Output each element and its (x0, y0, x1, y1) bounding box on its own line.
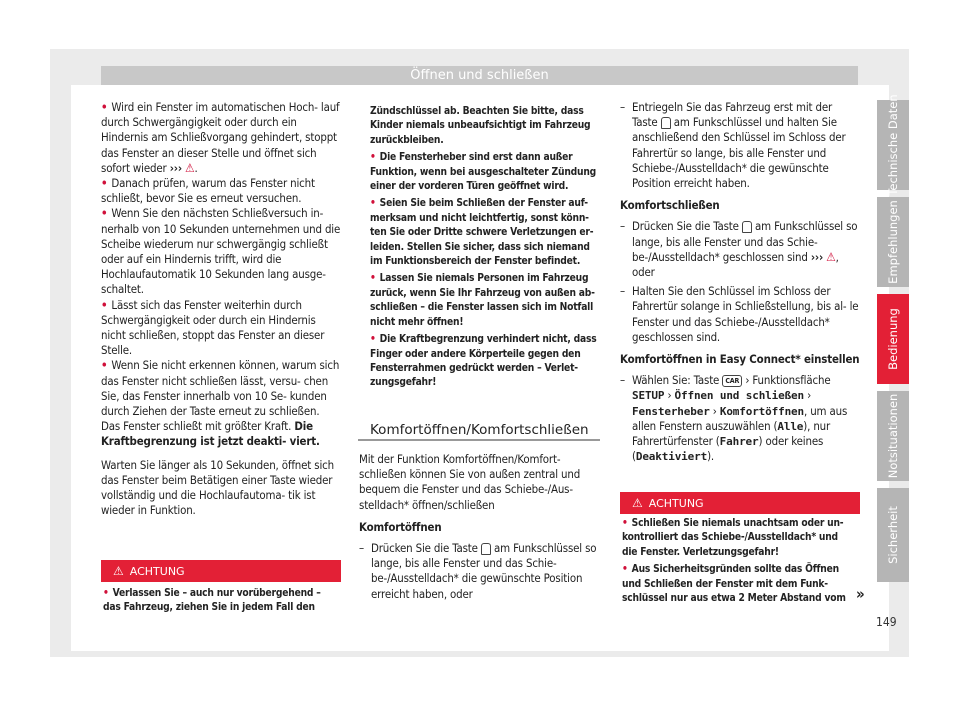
list-item: – Halten Sie den Schlüssel im Schloss der Fahrertür solange in Schließstellung, bis al- le Fenster und das Schiebe-/Ausstelldach* geschlossen sind. (620, 284, 859, 344)
unlock-key-icon (661, 117, 671, 129)
unlock-key-icon (481, 543, 491, 555)
list-item: • Wenn Sie nicht erkennen können, warum sich das Fenster nicht schließen lässt, versu- chen Sie, das Fenster innerhalb von 10 Se- kunden durch Ziehen der Taste erneut zu schließen. Das Fenster schließt mit größter Kraft. Die Kraftbegrenzung ist jetzt deakti- viert. (101, 358, 340, 449)
list-item: – Drücken Sie die Taste am Funkschlüssel so lange, bis alle Fenster und das Schie- be-/Ausstelldach* die gewünschte Position erreicht haben, oder (359, 541, 597, 601)
page-number: 149 (876, 615, 897, 629)
middle-column (359, 452, 604, 602)
warning-continued: Zündschlüssel ab. Beachten Sie bitte, dass Kinder niemals unbeaufsichtigt im Fahrzeug zurückbleiben. • Die Fensterheber sind erst dann außer Funktion, wenn bei ausgeschalteter Zündung einer der vorderen Türen geöffnet wird. • Seien Sie beim Schließen der Fenster auf- merksam und nicht leichtfertig, sonst könn- ten Sie oder Dritte schwere Verletzungen er- leiden. Stellen Sie sicher, dass sich niemand im Funktionsbereich der Fenster befindet. • Lassen Sie niemals Personen im Fahrzeug zurück, wenn Sie Ihr Fahrzeug von außen ab- schließen – die Fenster lassen sich im Notfall nicht mehr öffnen! • Die Kraftbegrenzung verhindert nicht, dass Finger oder andere Körperteile gegen den Fensterrahmen gedrückt werden – Verlet- zungsgefahr! (370, 106, 597, 389)
ref-marker: ››› (169, 160, 182, 175)
ref-marker: ››› (810, 249, 824, 264)
subheading: Komfortöffnen in Easy Connect* einstellen (620, 352, 860, 367)
warning-text: • Verlassen Sie – auch nur vorübergehend – das Fahrzeug, ziehen Sie in jedem Fall den (103, 588, 321, 614)
warning-icon: ⚠ (113, 564, 124, 578)
continue-marker: » (856, 585, 865, 603)
list-item: • Danach prüfen, warum das Fenster nicht schließt, bevor Sie es erneut versuchen. (101, 176, 315, 206)
tab-notsituationen[interactable]: Notsituationen (877, 391, 909, 481)
left-column (101, 100, 341, 518)
tab-sicherheit[interactable]: Sicherheit (877, 488, 909, 582)
warning-icon: ⚠ (632, 496, 643, 510)
warning-header: ⚠ ACHTUNG (620, 492, 860, 514)
list-item: – Wählen Sie: Taste CAR › Funktionsfläche SETUP › Öffnen und schließen › Fensterheber › Komfortöffnen, um aus allen Fenstern auszuwählen (Alle), nur Fahrertürfenster (Fahrer) oder keines (Deaktiviert). (620, 373, 848, 464)
section-divider (358, 439, 600, 441)
tab-technische-daten[interactable]: Technische Daten (877, 100, 909, 190)
paragraph: Warten Sie länger als 10 Sekunden, öffnet sich das Fenster beim Betätigen einer Taste wieder vollständig und die Hochlaufautoma- tik ist wieder in Funktion. (101, 457, 334, 518)
list-item: – Drücken Sie die Taste am Funkschlüssel so lange, bis alle Fenster und das Schie- be-/Ausstelldach* geschlossen sind ››› ⚠, oder (620, 219, 858, 280)
warning-triangle-icon: ⚠ (826, 249, 836, 264)
list-item: • Wenn Sie den nächsten Schließversuch in- nerhalb von 10 Sekunden unternehmen und die Scheibe wiederum nur schwergängig schließt oder auf ein Hindernis trifft, wird die Hochlaufautomatik 10 Sekunden lang ausge- schaltet. (101, 206, 341, 297)
intro-paragraph: Mit der Funktion Komfortöffnen/Komfort- schließen können Sie von außen zentral und bequem die Fenster und das Schiebe-/Aus- stelldach* öffnen/schließen (359, 452, 581, 512)
subheading: Komfortöffnen (359, 519, 442, 534)
page-title: Öffnen und schließen (101, 66, 858, 85)
list-item: • Lässt sich das Fenster weiterhin durch Schwergängigkeit oder durch ein Hindernis nicht schließen, stoppt das Fenster an dieser Stelle. (101, 297, 325, 358)
warning-triangle-icon: ⚠ (185, 160, 195, 175)
tab-empfehlungen[interactable]: Empfehlungen (877, 197, 909, 287)
right-column (620, 100, 860, 464)
car-key-icon: CAR (722, 375, 742, 387)
tab-bedienung[interactable]: Bedienung (877, 294, 909, 384)
subheading: Komfortschließen (620, 198, 720, 213)
warning-text: • Schließen Sie niemals unachtsam oder un- kontrolliert das Schiebe-/Ausstelldach* und die Fenster. Verletzungsgefahr! • Aus Sicherheitsgründen sollte das Öffnen und Schließen der Fenster mit dem Funk- schlüssel nur aus etwa 2 Meter Abstand vom (622, 518, 846, 605)
section-title: Komfortöffnen/Komfortschließen (370, 422, 589, 438)
list-item: – Entriegeln Sie das Fahrzeug erst mit der Taste am Funkschlüssel und halten Sie anschließend den Schlüssel im Schloss der Fahrertür so lange, bis alle Fenster und Schiebe-/Ausstelldach* die gewünschte Position erreicht haben. (620, 100, 846, 191)
list-item: • Wird ein Fenster im automatischen Hoch- lauf durch Schwergängigkeit oder durch ein Hindernis am Schließvorgang gehindert, stoppt das Fenster an dieser Stelle und öffnet sich sofort wieder ››› ⚠. (101, 100, 340, 175)
lock-key-icon (742, 221, 752, 233)
warning-header: ⚠ ACHTUNG (101, 560, 341, 582)
